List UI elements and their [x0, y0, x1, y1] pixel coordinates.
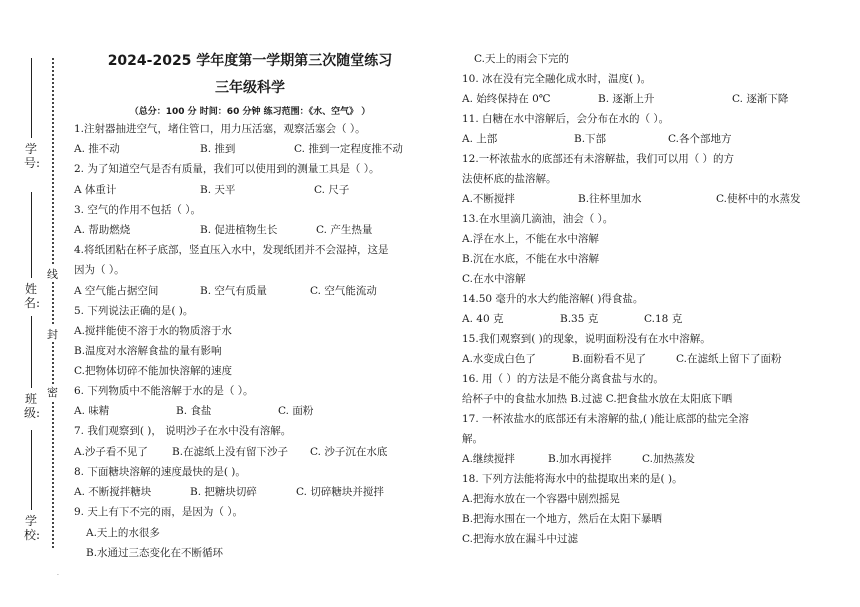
- question-9-option-b: B.水通过三态变化在不断循环: [86, 547, 224, 559]
- option: B.加水再搅拌: [548, 453, 612, 465]
- option: A. 40 克: [462, 313, 504, 325]
- question-13-option-b: B.沉在水底，不能在水中溶解: [462, 253, 600, 265]
- seal-char-secret: 密: [47, 386, 58, 399]
- option: A. 不断搅拌糖块: [74, 486, 152, 498]
- option: A.水变成白色了: [462, 353, 536, 365]
- exam-title: 2024-2025 学年度第一学期第三次随堂练习: [107, 53, 393, 69]
- question-5: 5. 下列说法正确的是( )。: [74, 305, 194, 317]
- seal-char-seal: 封: [47, 328, 58, 341]
- question-13-option-a: A.浮在水上，不能在水中溶解: [462, 233, 599, 245]
- option: C. 空气能流动: [310, 285, 377, 297]
- option: C. 产生热量: [316, 224, 373, 236]
- option: C.在滤纸上留下了面粉: [676, 353, 782, 365]
- option: B. 空气有质量: [200, 285, 267, 297]
- option: C.各个部地方: [668, 133, 732, 145]
- question-16-line-2: 给杯子中的食盐水加热 B.过滤 C.把食盐水放在太阳底下晒: [462, 393, 733, 405]
- question-17-line-2: 解。: [462, 433, 483, 445]
- question-18-option-c: C.把海水放在漏斗中过滤: [462, 533, 578, 545]
- option: A 空气能占据空间: [74, 285, 159, 297]
- option: C.加热蒸发: [642, 453, 695, 465]
- question-5-option-c: C.把物体切碎不能加快溶解的速度: [74, 365, 232, 377]
- stray-dot: .: [57, 570, 59, 577]
- option: C.使杯中的水蒸发: [716, 193, 801, 205]
- option: A. 始终保持在 0℃: [462, 93, 551, 105]
- question-5-option-a: A.搅拌能使不溶于水的物质溶于水: [74, 325, 232, 337]
- school-blank: [31, 430, 32, 510]
- option: A.继续搅拌: [462, 453, 515, 465]
- question-13: 13.在水里滴几滴油，油会（ ）。: [462, 213, 614, 225]
- option: A.沙子看不见了: [74, 446, 148, 458]
- binding-dotted-line: [52, 58, 54, 548]
- option: A. 帮助燃烧: [74, 224, 131, 236]
- question-2: 2. 为了知道空气是否有质量，我们可以使用到的测量工具是（ ）。: [74, 163, 380, 175]
- question-17-line-1: 17. 一杯浓盐水的底部还有未溶解的盐,( )能让底部的盐完全溶: [462, 413, 749, 425]
- option: B.在滤纸上没有留下沙子: [172, 446, 289, 458]
- question-18-option-a: A.把海水放在一个容器中剧烈摇晃: [462, 493, 620, 505]
- option: B.下部: [574, 133, 607, 145]
- option: C. 推到一定程度推不动: [294, 143, 403, 155]
- option: C. 切碎糖块并搅拌: [296, 486, 384, 498]
- option: C. 逐渐下降: [732, 93, 789, 105]
- name-label: 姓名:: [24, 282, 41, 310]
- option: B. 把糖块切碎: [190, 486, 257, 498]
- question-15: 15.我们观察到( )的现象，说明面粉没有在水中溶解。: [462, 333, 711, 345]
- option: C. 尺子: [314, 184, 350, 196]
- option: A. 味精: [74, 405, 110, 417]
- option: C. 沙子沉在水底: [310, 446, 388, 458]
- question-10: 10. 冰在没有完全融化成水时，温度( )。: [462, 73, 652, 85]
- option: A. 推不动: [74, 143, 120, 155]
- question-6: 6. 下列物质中不能溶解于水的是（ ）。: [74, 385, 254, 397]
- question-16-line-1: 16. 用（ ）的方法是不能分离食盐与水的。: [462, 373, 664, 385]
- option: B.35 克: [560, 313, 599, 325]
- option: C.18 克: [644, 313, 683, 325]
- seal-char-line: 线: [47, 268, 58, 281]
- option: C. 面粉: [278, 405, 314, 417]
- question-8: 8. 下面糖块溶解的速度最快的是( )。: [74, 466, 246, 478]
- option: B. 推到: [200, 143, 236, 155]
- option: B. 食盐: [176, 405, 212, 417]
- question-12-line-2: 法使杯底的盐溶解。: [462, 173, 557, 185]
- exam-subtitle: 三年级科学: [215, 80, 285, 96]
- option: B.面粉看不见了: [572, 353, 647, 365]
- question-1: 1.注射器抽进空气，堵住管口，用力压活塞，观察活塞会（ ）。: [74, 123, 366, 135]
- student-id-blank: [31, 58, 32, 138]
- class-blank: [31, 316, 32, 388]
- question-4-line-2: 因为（ ）。: [74, 264, 125, 276]
- question-5-option-b: B.温度对水溶解食盐的量有影响: [74, 345, 222, 357]
- name-blank: [31, 192, 32, 278]
- option: B. 促进植物生长: [200, 224, 278, 236]
- question-4-line-1: 4.将纸团粘在杯子底部，竖直压入水中，发现纸团并不会湿掉，这是: [74, 244, 389, 256]
- question-9-option-a: A.天上的水很多: [86, 527, 160, 539]
- option: A. 上部: [462, 133, 498, 145]
- question-9: 9. 天上有下不完的雨，是因为（ ）。: [74, 506, 243, 518]
- question-7: 7. 我们观察到( )， 说明沙子在水中没有溶解。: [74, 425, 292, 437]
- question-11: 11. 白糖在水中溶解后，会分布在水的（ ）。: [462, 113, 670, 125]
- question-12-line-1: 12.一杯浓盐水的底部还有未溶解盐，我们可以用（ ）的方: [462, 153, 735, 165]
- class-label: 班级:: [24, 392, 41, 420]
- option: B.往杯里加水: [578, 193, 642, 205]
- option: A 体重计: [74, 184, 117, 196]
- option: B. 天平: [200, 184, 236, 196]
- question-14: 14.50 毫升的水大约能溶解( )得食盐。: [462, 293, 644, 305]
- option: B. 逐渐上升: [598, 93, 655, 105]
- question-3: 3. 空气的作用不包括（ ）。: [74, 204, 201, 216]
- student-id-label: 学号:: [24, 142, 41, 170]
- question-9-option-c: C.天上的雨会下完的: [474, 53, 569, 65]
- question-18-option-b: B.把海水围在一个地方，然后在太阳下暴晒: [462, 513, 663, 525]
- option: A.不断搅拌: [462, 193, 515, 205]
- question-18: 18. 下列方法能将海水中的盐提取出来的是( )。: [462, 473, 683, 485]
- school-label: 学校:: [24, 514, 41, 542]
- exam-info: （总分：100 分 时间：60 分钟 练习范围：《水、空气》 ）: [129, 107, 371, 117]
- question-13-option-c: C.在水中溶解: [462, 273, 526, 285]
